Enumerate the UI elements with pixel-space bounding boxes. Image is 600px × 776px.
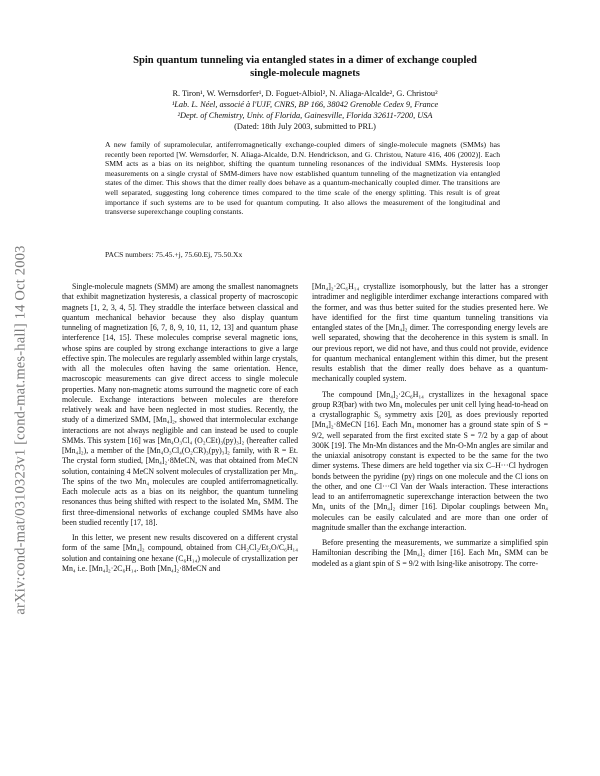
affiliation-1: ¹Lab. L. Néel, associé à l'UJF, CNRS, BP 166, 38042 Grenoble Cedex 9, France (171, 100, 439, 109)
title-line-2: single-molecule magnets (250, 68, 360, 79)
paragraph: [Mn₄]₂·2C₆H₁₄ crystallize isomorphously, but the latter has a stronger intradimer and negligible interdimer exchange interactions compared with the former, and was thus better suited for the studies presented here. We have identified for the first time quantum tunneling transitions via entangled states of the [Mn₄]₂ dimer. The corresponding energy levels are well separated, showing that the decoherence in this system is small. In our previous report, we did not have, and thus could not provide, evidence for quantum mechanical entanglement within this dimer, but the present results establish that the dimer really does behave as a quantum-mechanically coupled system. (312, 282, 548, 384)
paragraph: The compound [Mn₄]₂·2C₆H₁₄ crystallizes in the hexagonal space group R3̄(bar) with two Mn₄ molecules per unit cell lying head-to-head on a crystallographic S₆ symmetry axis [20], as does previously reported [Mn₄]₂·8MeCN [16]. Each Mn₄ monomer has a ground state spin of S = 9/2, well separated from the first excited state S = 7/2 by a gap of about 300K [19]. The Mn-Mn distances and the Mn-O-Mn angles are similar and the uniaxial anisotropy constant is expected to be the same for the two dimer systems. These dimers are held together via six C–H···Cl hydrogen bonds between the pyridine (py) rings on one molecule and the Cl ions on the other, and one Cl···Cl Van der Waals interaction. These interactions lead to an antiferromagnetic superexchange interaction between the two Mn₄ units of the [Mn₄]₂ dimer [16]. Dipolar couplings between Mn₄ molecules can be easily calculated and are more than one order of magnitude smaller than the exchange interaction. (312, 389, 548, 532)
affiliation-2: ²Dept. of Chemistry, Univ. of Florida, Gainesville, Florida 32611-7200, USA (177, 111, 433, 120)
author-list: R. Tiron¹, W. Wernsdorfer¹, D. Foguet-Albiol², N. Aliaga-Alcalde², G. Christou² (172, 89, 438, 98)
author-block (60, 88, 550, 132)
paper-title (60, 54, 550, 80)
arxiv-identifier-text: arXiv:cond-mat/0310323v1 [cond-mat.mes-hall] 14 Oct 2003 (12, 245, 29, 615)
date-line: (Dated: 18th July 2003, submitted to PRL) (234, 122, 376, 131)
arxiv-identifier (12, 150, 30, 710)
paragraph: Before presenting the measurements, we summarize a simplified spin Hamiltonian describing the [Mn₄]₂ dimer [16]. Each Mn₄ SMM can be modeled as a giant spin of S = 9/2 with Ising-like anisotropy. The corre- (312, 538, 548, 568)
abstract: A new family of supramolecular, antiferromagnetically exchange-coupled dimers of single-molecule magnets (SMMs) has recently been reported [W. Wernsdorfer, N. Aliaga-Alcalde, D.N. Hendrickson, and G. Christou, Nature 416, 406 (2002)]. Each SMM acts as a bias on its neighbor, shifting the quantum tunneling resonances of the individual SMMs. Hysteresis loop measurements on a single crystal of SMM-dimers have now established quantum tunneling of the magnetization via entangled states of the dimer. This shows that the dimer really does behave as a quantum-mechanically coupled dimer. The transitions are well separated, suggesting long coherence times compared to the time scale of the energy splitting. This result is of great importance if such systems are to be used for quantum computing. It also allows the measurement of the longitudinal and transverse superexchange coupling constants. (105, 140, 500, 217)
paragraph: In this letter, we present new results discovered on a different crystal form of the same [Mn₄]₂ compound, obtained from CH₂Cl₂/Et₂O/C₆H₁₄ solution and containing one hexane (C₆H₁₄) molecule of crystallization per Mn₄ i.e. [Mn₄]₂·2C₆H₁₄. Both [Mn₄]₂·8MeCN and (62, 533, 298, 573)
pacs-numbers: PACS numbers: 75.45.+j, 75.60.Ej, 75.50.Xx (105, 250, 243, 259)
paragraph: Single-molecule magnets (SMM) are among the smallest nanomagnets that exhibit magnetization hysteresis, a classical property of macroscopic magnets [1, 2, 3, 4, 5]. They straddle the interface between classical and quantum mechanical behavior because they also display quantum tunneling of magnetization [6, 7, 8, 9, 10, 11, 12, 13] and quantum phase interference [14, 15]. These molecules comprise several magnetic ions, whose spins are coupled by strong exchange interactions to give a large effective spin. The molecules are regularly assembled within large crystals, with all the molecules often having the same orientation. Hence, macroscopic measurements can give direct access to single molecule properties. Many non-magnetic atoms surround the magnetic core of each molecule. Exchange interactions between molecules are therefore relatively weak and have been neglected in most studies. Recently, the study of a dimerized SMM, [Mn₄]₂, showed that intermolecular exchange interactions are not always negligible and can instead be used to couple SMMs. This system [16] was [Mn₄O₃Cl₄ (O₂CEt)₃(py)₃]₂ (hereafter called [Mn₄]₂), a member of the [Mn₄O₃Cl₄(O₂CR)₃(py)₃]₂ family, with R = Et. The crystal form studied, [Mn₄]₂·8MeCN, was that obtained from MeCN solution, containing 4 MeCN solvent molecules of crystallization per Mn₄. The spins of the two Mn₄ molecules are coupled antiferromagnetically. Each molecule acts as a bias on its neighbor, the quantum tunneling resonances thus being shifted with respect to the isolated Mn₄ SMM. The first three-dimensional networks of exchange coupled SMMs have also been studied recently [17, 18]. (62, 282, 298, 527)
right-column (312, 282, 548, 574)
left-column (62, 282, 298, 579)
title-line-1: Spin quantum tunneling via entangled states in a dimer of exchange coupled (133, 55, 477, 66)
